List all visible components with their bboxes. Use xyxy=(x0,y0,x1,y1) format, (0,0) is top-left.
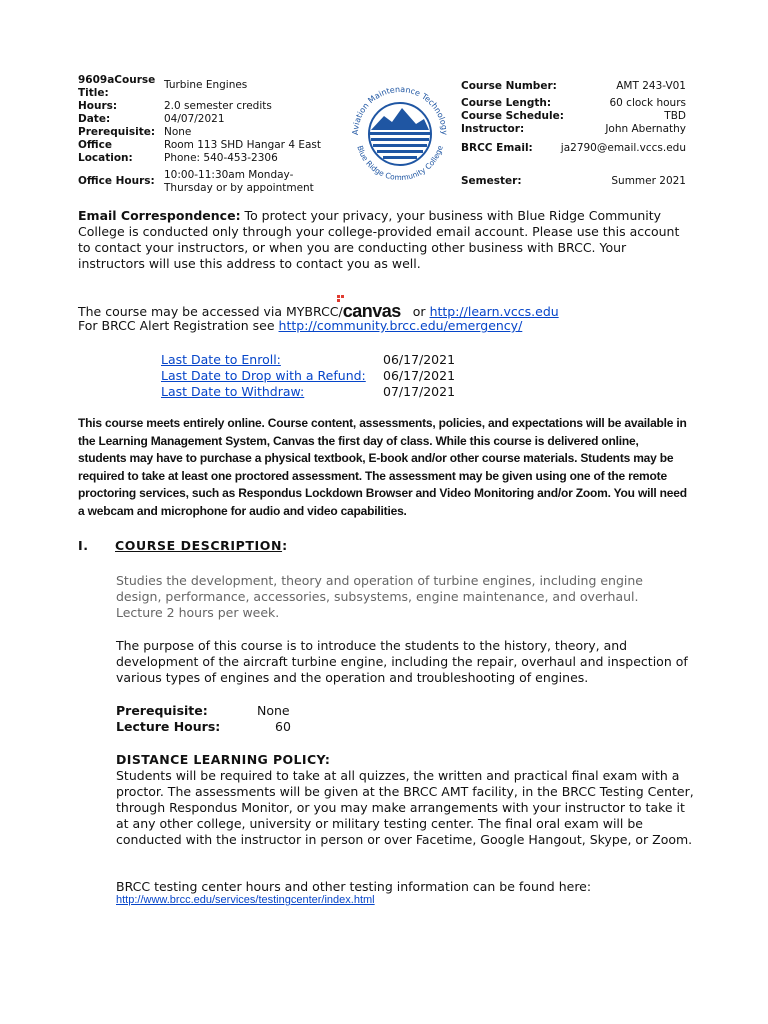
alert-line xyxy=(78,318,698,334)
access-prefix: The course may be accessed via MYBRCC/ xyxy=(78,304,343,319)
header-value: AMT 243-V01 xyxy=(616,80,686,92)
header-label: Date: xyxy=(78,113,111,125)
last-date-enroll-link[interactable]: Last Date to Enroll: xyxy=(161,352,281,367)
catalog-description: Studies the development, theory and operation of turbine engines, including engine design, performance, accessories, subsystems, engine maintenance, and overhaul. Lecture 2 hours per week. xyxy=(116,573,643,620)
last-date-withdraw-link[interactable]: Last Date to Withdraw: xyxy=(161,384,305,399)
header-value: Room 113 SHD Hangar 4 East Phone: 540-453-2306 xyxy=(164,139,322,164)
header-value: ja2790@email.vccs.edu xyxy=(560,142,686,154)
date-value: 06/17/2021 xyxy=(383,352,456,367)
access-or: or xyxy=(412,304,426,319)
header-value: John Abernathy xyxy=(605,123,686,135)
fact-row-lecture-hours xyxy=(116,719,316,735)
course-purpose: The purpose of this course is to introduce the students to the history, theory, and development of the aircraft turbine engine, including the repair, overhaul and inspection of various types of engines and the operation and troubleshooting of engines. xyxy=(116,638,688,685)
header-label: BRCC Email: xyxy=(461,142,533,154)
header-label: Hours: xyxy=(78,100,118,112)
testing-center-text: BRCC testing center hours and other testing information can be found here: xyxy=(116,879,592,894)
header-row-hours xyxy=(78,100,343,113)
important-dates xyxy=(161,352,481,400)
header-left xyxy=(78,74,343,195)
emergency-link[interactable]: http://community.brcc.edu/emergency/ xyxy=(278,318,523,333)
header-label: Office Hours: xyxy=(78,175,155,187)
header-value: None xyxy=(164,126,192,138)
last-date-drop-link[interactable]: Last Date to Drop with a Refund: xyxy=(161,368,366,383)
date-row-enroll xyxy=(161,352,481,368)
fact-value: 60 xyxy=(275,719,291,734)
header-row-office-hours xyxy=(78,169,343,195)
distance-heading: DISTANCE LEARNING POLICY: xyxy=(116,752,331,767)
header-row-date xyxy=(78,113,343,126)
email-text: To protect your privacy, your business with Blue Ridge Community College is conducted only through your college-provided email account. Please use this account to contact your instructors, or when you are conducting other business with BRCC. Your instructors will use this address to contact you as well. xyxy=(78,208,680,271)
logo-emblem-icon xyxy=(340,72,460,192)
fact-label: Lecture Hours: xyxy=(116,719,221,734)
svg-text:Blue Ridge Community College xyxy=(355,144,445,182)
header-row-instructor xyxy=(461,123,686,142)
date-row-withdraw xyxy=(161,384,481,400)
header-row-course-number xyxy=(461,80,686,97)
online-notice: This course meets entirely online. Course content, assessments, policies, and expectations will be available in the Learning Management System, Canvas the first day of class. While this course is delivered online, students may have to purchase a physical textbook, E-book and/or other course materials. Students may be required to take at least one proctored assessment. The assessment may be given using one of the remote proctoring services, such as Respondus Lockdown Browser and Video Monitoring and/or Zoom. You will need a webcam and microphone for audio and video capabilities. xyxy=(78,416,687,518)
header-row-course-length xyxy=(461,97,686,110)
fact-value: None xyxy=(257,703,290,718)
alert-prefix: For BRCC Alert Registration see xyxy=(78,318,275,333)
header-label: Course Number: xyxy=(461,80,557,92)
header-row-brcc-email xyxy=(461,142,686,175)
header-label: Semester: xyxy=(461,175,522,187)
header-row-course-schedule xyxy=(461,110,686,123)
header-right xyxy=(461,80,686,188)
header-label: Course Length: xyxy=(461,97,552,109)
section-numeral: I. xyxy=(78,538,89,553)
testing-center-link[interactable]: http://www.brcc.edu/services/testingcenter/index.html xyxy=(116,894,375,906)
program-logo xyxy=(340,72,460,192)
date-row-drop xyxy=(161,368,481,384)
header-value: 04/07/2021 xyxy=(164,113,225,125)
learn-vccs-link[interactable]: http://learn.vccs.edu xyxy=(429,304,559,319)
email-correspondence xyxy=(78,208,690,272)
section-title: COURSE DESCRIPTION xyxy=(115,538,283,553)
header-value: 10:00-11:30am Monday- Thursday or by appointment xyxy=(164,169,314,194)
header-label: Course Schedule: xyxy=(461,110,564,122)
header-label: Prerequisite: xyxy=(78,126,156,138)
section-colon: : xyxy=(282,538,288,553)
header-row-prerequisite xyxy=(78,126,343,139)
header-value: Turbine Engines xyxy=(164,79,248,91)
header-value: 60 clock hours xyxy=(609,97,686,109)
fact-row-prerequisite xyxy=(116,703,316,719)
distance-policy: Students will be required to take at all quizzes, the written and practical final exam with a proctor. The assessments will be given at the BRCC AMT facility, in the BRCC Testing Center, through Respondus Monitor, or you may make arrangements with your instructor to take it at any other college, university or military testing center. The final oral exam will be conducted with the instructor in person or over Facetime, Google Hangout, Skype, or Zoom. xyxy=(116,768,694,847)
header-value: 2.0 semester credits xyxy=(164,100,272,112)
section-heading xyxy=(78,538,288,553)
header-row-course-title xyxy=(78,74,343,100)
header-row-office-location xyxy=(78,139,343,169)
logo-top-text: Aviation Maintenance Technology xyxy=(350,84,450,136)
header-label: 9609aCourse Title: xyxy=(78,74,156,99)
canvas-logo-text: canvas xyxy=(342,301,401,321)
fact-label: Prerequisite: xyxy=(116,703,208,718)
canvas-logo[interactable] xyxy=(343,303,401,319)
header-label: Office Location: xyxy=(78,139,133,164)
date-value: 07/17/2021 xyxy=(383,384,456,399)
header-row-semester xyxy=(461,175,686,188)
course-facts xyxy=(116,703,316,735)
header-label: Instructor: xyxy=(461,123,525,135)
header-value: TBD xyxy=(664,110,686,122)
header-value: Summer 2021 xyxy=(611,175,686,187)
date-value: 06/17/2021 xyxy=(383,368,456,383)
logo-bottom-text: Blue Ridge Community College xyxy=(355,144,445,183)
email-heading: Email Correspondence: xyxy=(78,208,241,223)
canvas-mark-icon xyxy=(337,295,345,303)
